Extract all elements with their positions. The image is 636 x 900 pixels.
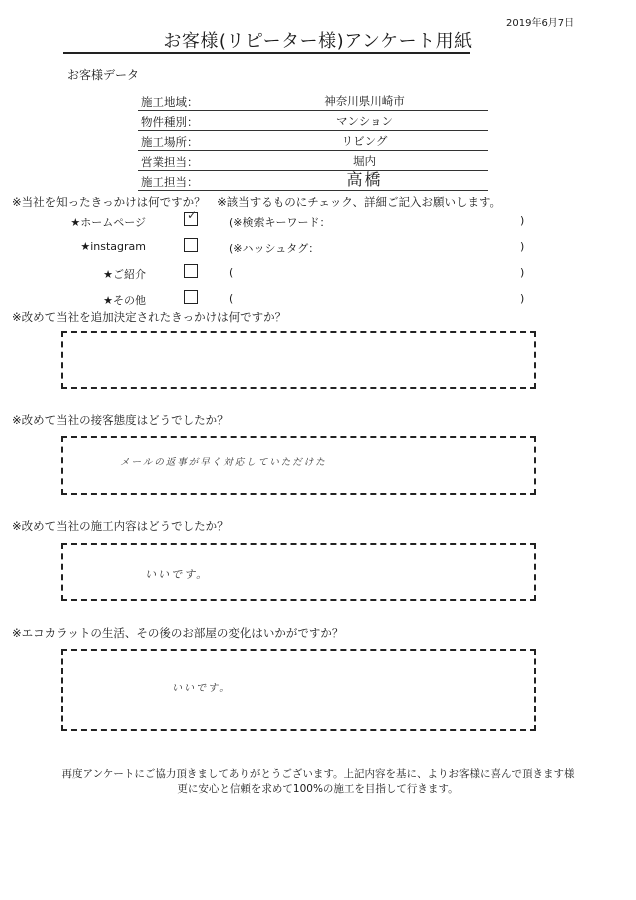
- field-label: 物件種別：: [141, 115, 199, 129]
- option-label: ★ご紹介: [103, 268, 146, 281]
- option-instagram: [0, 236, 636, 258]
- customer-row-property-type: [138, 111, 488, 131]
- handwritten-answer-installation: いいです。: [145, 568, 210, 581]
- checkbox[interactable]: [184, 290, 198, 304]
- field-value: 神奈川県川崎市: [324, 94, 405, 108]
- option-label: ★その他: [103, 294, 146, 307]
- handwritten-answer-life-after: いいです。: [172, 683, 232, 694]
- customer-data-heading: お客様データ: [67, 68, 140, 82]
- detail-label: (※検索キーワード：: [229, 216, 331, 229]
- answer-box-life-after[interactable]: [61, 649, 536, 731]
- field-label: 施工地域：: [141, 95, 199, 109]
- question-life-after-ecocarat: ※エコカラットの生活、その後のお部屋の変化はいかがですか？: [12, 626, 344, 640]
- survey-date: 2019年6月7日: [506, 18, 575, 29]
- title-underline: [63, 52, 470, 54]
- field-value-handwritten: 高橋: [346, 170, 383, 189]
- handwritten-answer-service: メールの返事が早く対応していただけた: [120, 457, 327, 468]
- field-label: 営業担当：: [141, 155, 199, 169]
- customer-row-location: [138, 131, 488, 151]
- page-title: お客様(リピーター様)アンケート用紙: [163, 31, 473, 52]
- customer-data-table: [138, 91, 488, 191]
- question-customer-service: ※改めて当社の接客態度はどうでしたか？: [12, 413, 229, 427]
- field-value: 堀内: [353, 154, 376, 168]
- checkbox[interactable]: [184, 238, 198, 252]
- check-mark-icon: ✓: [187, 208, 198, 222]
- field-value: マンション: [336, 114, 393, 128]
- detail-close: ): [520, 266, 525, 279]
- detail-close: ): [520, 214, 525, 227]
- option-referral: [0, 262, 636, 284]
- field-label: 施工場所：: [141, 135, 199, 149]
- detail-close: ): [520, 240, 525, 253]
- option-other: [0, 288, 636, 310]
- customer-row-installer: [138, 171, 488, 191]
- option-label: ★ホームページ: [70, 216, 146, 229]
- answer-box-deciding-factor[interactable]: [61, 331, 536, 389]
- question-deciding-factor: ※改めて当社を追加決定されたきっかけは何ですか？: [12, 310, 287, 324]
- closing-line-2: 更に安心と信頼を求めて100%の施工を目指して行きます。: [177, 783, 459, 795]
- question-how-found: ※当社を知ったきっかけは何ですか？ ※該当するものにチェック、詳細ご記入お願いします。: [12, 195, 502, 209]
- detail-label: (: [229, 292, 234, 305]
- detail-close: ): [520, 292, 525, 305]
- answer-box-installation-quality[interactable]: [61, 543, 536, 601]
- detail-label: (: [229, 266, 234, 279]
- option-label: ★instagram: [80, 240, 146, 253]
- field-value: リビング: [341, 134, 388, 148]
- closing-line-1: 再度アンケートにご協力頂きましてありがとうございます。上記内容を基に、よりお客様に喜んで頂きます様: [61, 768, 575, 780]
- detail-label: (※ハッシュタグ：: [229, 242, 320, 255]
- question-installation-quality: ※改めて当社の施工内容はどうでしたか？: [12, 519, 229, 533]
- field-label: 施工担当：: [141, 175, 199, 189]
- closing-message: [0, 767, 636, 797]
- option-homepage: [0, 210, 636, 232]
- customer-row-area: [138, 91, 488, 111]
- checkbox[interactable]: [184, 264, 198, 278]
